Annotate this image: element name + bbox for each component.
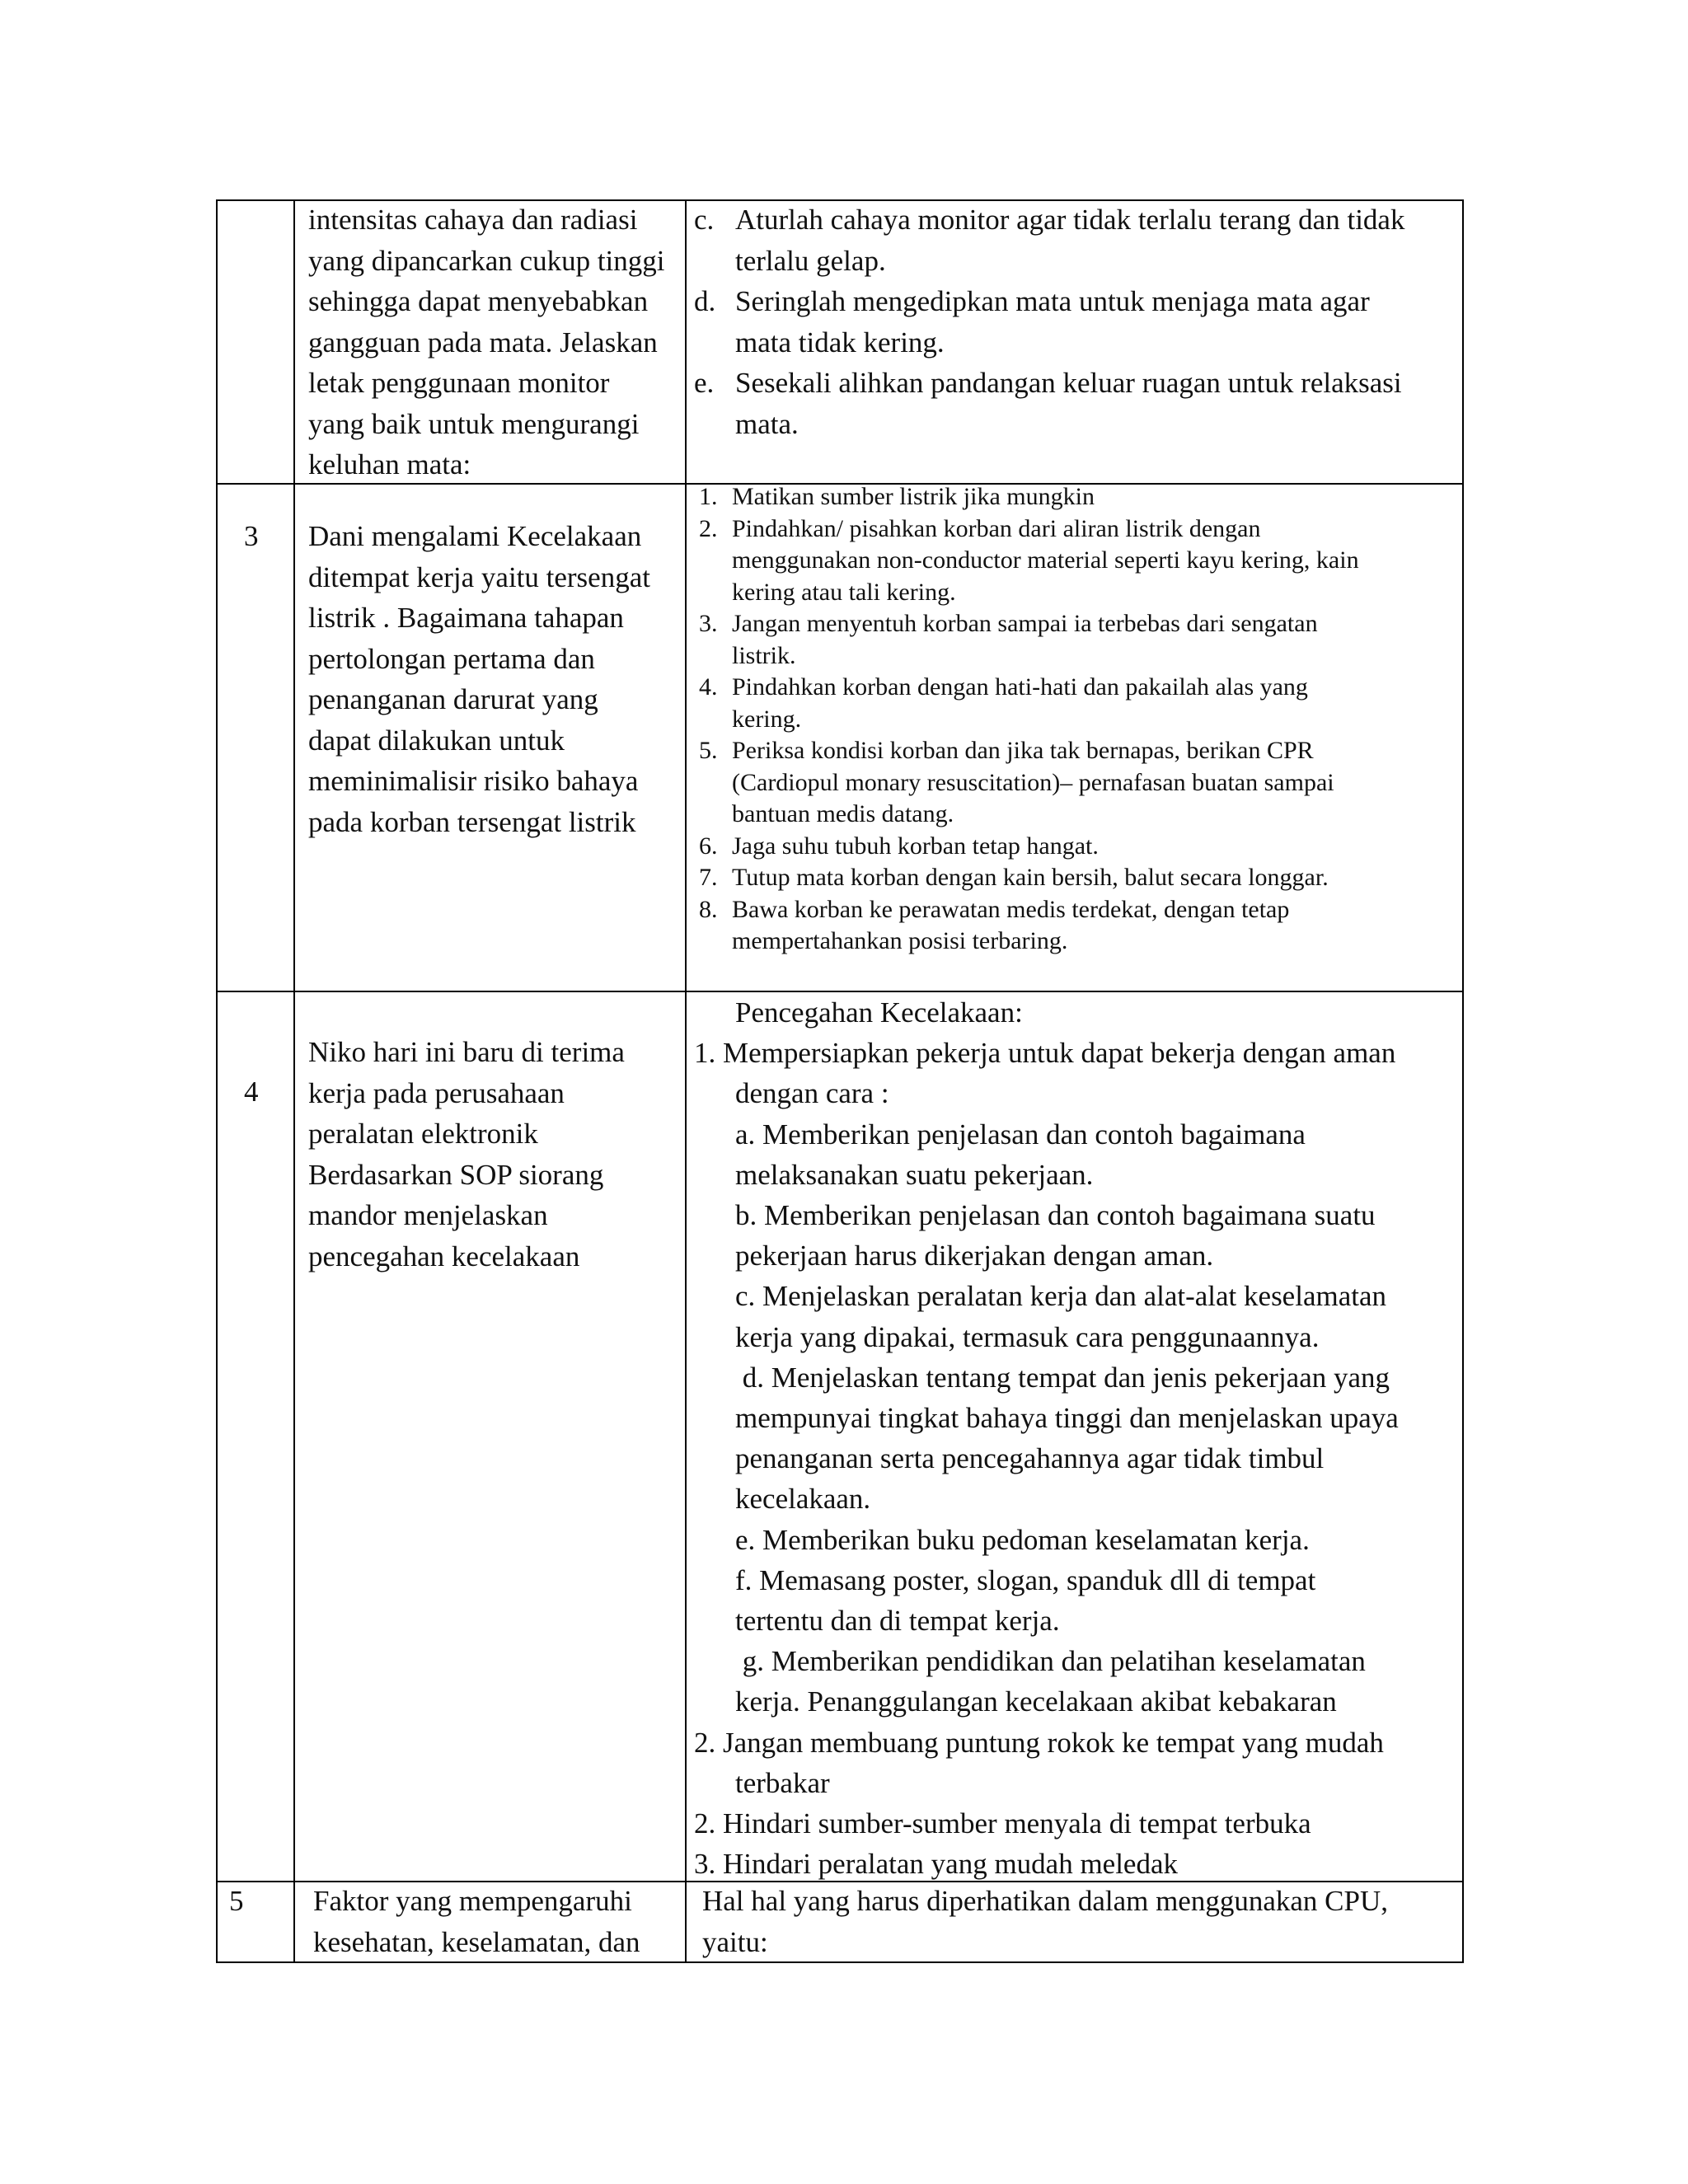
text-line: Jaga suhu tubuh korban tetap hangat. <box>732 832 1099 860</box>
text-line: pada korban tersengat listrik <box>308 805 636 838</box>
text-line: g. Memberikan pendidikan dan pelatihan keselamatan <box>735 1645 1366 1678</box>
answer-list <box>694 199 1404 444</box>
list-item <box>694 281 1404 363</box>
text-line: yang baik untuk mengurangi <box>308 407 640 440</box>
text-line: (Cardiopul monary resuscitation)– pernafasan buatan sampai <box>732 768 1334 796</box>
answer-text <box>702 1881 1388 1962</box>
text-line: kerja pada perusahaan <box>308 1076 565 1109</box>
text-line: Hal hal yang harus diperhatikan dalam menggunakan CPU, <box>702 1885 1389 1917</box>
list-item <box>699 672 1359 735</box>
text-line: mata tidak kering. <box>735 326 945 359</box>
text-line: pekerjaan harus dikerjakan dengan aman. <box>735 1240 1214 1272</box>
list-marker: 4. <box>699 673 718 701</box>
text-line: meminimalisir risiko bahaya <box>308 765 639 797</box>
text-line: f. Memasang poster, slogan, spanduk dll di tempat <box>735 1563 1316 1596</box>
list-marker: 3. <box>699 610 718 637</box>
text-line: gangguan pada mata. Jelaskan <box>308 326 658 359</box>
text-line: bantuan medis datang. <box>732 800 954 827</box>
list-item <box>699 831 1359 863</box>
text-line: listrik . Bagaimana tahapan <box>308 602 624 634</box>
text-line: kerja yang dipakai, termasuk cara penggunaannya. <box>735 1320 1320 1353</box>
text-line: Dani mengalami Kecelakaan <box>308 520 642 552</box>
text-line: Seringlah mengedipkan mata untuk menjaga mata agar <box>735 285 1370 317</box>
text-line: kesehatan, keselamatan, dan <box>313 1925 640 1958</box>
text-line: Aturlah cahaya monitor agar tidak terlalu terang dan tidak <box>735 204 1405 236</box>
text-line: kering. <box>732 705 802 733</box>
question-text <box>308 516 650 842</box>
text-line: Jangan menyentuh korban sampai ia terbebas dari sengatan <box>732 610 1318 637</box>
text-line: kerja. Penanggulangan kecelakaan akibat kebakaran <box>735 1685 1337 1718</box>
answer-list <box>699 481 1359 958</box>
text-line: terlalu gelap. <box>735 244 886 277</box>
list-marker: 5. <box>699 737 718 764</box>
text-line: Pindahkan korban dengan hati-hati dan pakailah alas yang <box>732 673 1308 701</box>
text-line: 2. Jangan membuang puntung rokok ke tempat yang mudah <box>694 1726 1384 1759</box>
text-line: dengan cara : <box>735 1077 889 1110</box>
text-line: mempunyai tingkat bahaya tinggi dan menjelaskan upaya <box>735 1402 1399 1435</box>
text-line: 3. Hindari peralatan yang mudah meledak <box>694 1848 1179 1881</box>
text-line: keluhan mata: <box>308 448 471 480</box>
row-number: 4 <box>244 1076 259 1108</box>
text-line: yang dipancarkan cukup tinggi <box>308 244 665 277</box>
text-line: mata. <box>735 407 799 440</box>
text-line: peralatan elektronik <box>308 1118 538 1150</box>
answer-text <box>694 992 1399 1884</box>
text-line: mandor menjelaskan <box>308 1199 548 1231</box>
list-item <box>699 513 1359 609</box>
text-line: Pindahkan/ pisahkan korban dari aliran listrik dengan <box>732 514 1261 542</box>
text-line: intensitas cahaya dan radiasi <box>308 204 638 236</box>
text-line: tertentu dan di tempat kerja. <box>735 1605 1060 1638</box>
text-line: penanganan darurat yang <box>308 683 598 715</box>
text-line: Pencegahan Kecelakaan: <box>735 996 1023 1029</box>
table-border-right <box>1462 199 1464 1963</box>
list-marker: e. <box>694 367 715 399</box>
text-line: b. Memberikan penjelasan dan contoh bagaimana suatu <box>735 1199 1376 1232</box>
text-line: penanganan serta pencegahannya agar tidak timbul <box>735 1442 1325 1475</box>
text-line: kering atau tali kering. <box>732 578 956 606</box>
text-line: Matikan sumber listrik jika mungkin <box>732 483 1095 510</box>
list-marker: 2. <box>699 514 718 542</box>
text-line: terbakar <box>735 1766 830 1799</box>
text-line: listrik. <box>732 641 796 669</box>
list-item <box>699 608 1359 672</box>
list-marker: 8. <box>699 895 718 923</box>
question-text <box>308 199 665 485</box>
text-line: c. Menjelaskan peralatan kerja dan alat-alat keselamatan <box>735 1280 1386 1313</box>
row-number: 3 <box>244 520 259 552</box>
text-line: sehingga dapat menyebabkan <box>308 285 649 317</box>
text-line: Tutup mata korban dengan kain bersih, balut secara longgar. <box>732 864 1329 891</box>
list-marker: d. <box>694 285 716 317</box>
question-text <box>308 1032 625 1277</box>
table-border-left <box>216 199 218 1963</box>
text-line: Sesekali alihkan pandangan keluar ruagan untuk relaksasi <box>735 367 1402 399</box>
text-line: pencegahan kecelakaan <box>308 1240 580 1272</box>
text-line: Berdasarkan SOP siorang <box>308 1158 604 1191</box>
question-text <box>313 1881 640 1962</box>
text-line: a. Memberikan penjelasan dan contoh bagaimana <box>735 1118 1306 1151</box>
text-line: 2. Hindari sumber-sumber menyala di tempat terbuka <box>694 1807 1311 1840</box>
text-line: 1. Mempersiapkan pekerja untuk dapat bekerja dengan aman <box>694 1037 1396 1070</box>
text-line: Periksa kondisi korban dan jika tak bernapas, berikan CPR <box>732 737 1314 764</box>
list-marker: 1. <box>699 483 718 510</box>
column-divider-1 <box>293 199 295 1963</box>
list-marker: 7. <box>699 864 718 891</box>
list-item <box>694 363 1404 444</box>
qa-table <box>216 199 1464 1963</box>
text-line: Bawa korban ke perawatan medis terdekat, dengan tetap <box>732 895 1290 923</box>
text-line: ditempat kerja yaitu tersengat <box>308 560 650 593</box>
text-line: menggunakan non-conductor material seperti kayu kering, kain <box>732 546 1359 574</box>
text-line: kecelakaan. <box>735 1483 871 1516</box>
text-line: d. Menjelaskan tentang tempat dan jenis pekerjaan yang <box>735 1361 1390 1394</box>
list-item <box>699 862 1359 894</box>
text-line: letak penggunaan monitor <box>308 367 610 399</box>
text-line: dapat dilakukan untuk <box>308 724 565 757</box>
list-marker: c. <box>694 204 715 236</box>
list-item <box>694 199 1404 281</box>
text-line: Niko hari ini baru di terima <box>308 1036 625 1068</box>
list-marker: 6. <box>699 832 718 860</box>
column-divider-2 <box>685 199 687 1963</box>
text-line: e. Memberikan buku pedoman keselamatan kerja. <box>735 1523 1310 1556</box>
text-line: Faktor yang mempengaruhi <box>313 1885 632 1917</box>
text-line: mempertahankan posisi terbaring. <box>732 927 1068 954</box>
text-line: pertolongan pertama dan <box>308 642 595 675</box>
row-number: 5 <box>229 1885 244 1917</box>
list-item <box>699 481 1359 513</box>
list-item <box>699 735 1359 831</box>
text-line: yaitu: <box>702 1925 768 1958</box>
text-line: melaksanakan suatu pekerjaan. <box>735 1158 1094 1191</box>
list-item <box>699 894 1359 958</box>
